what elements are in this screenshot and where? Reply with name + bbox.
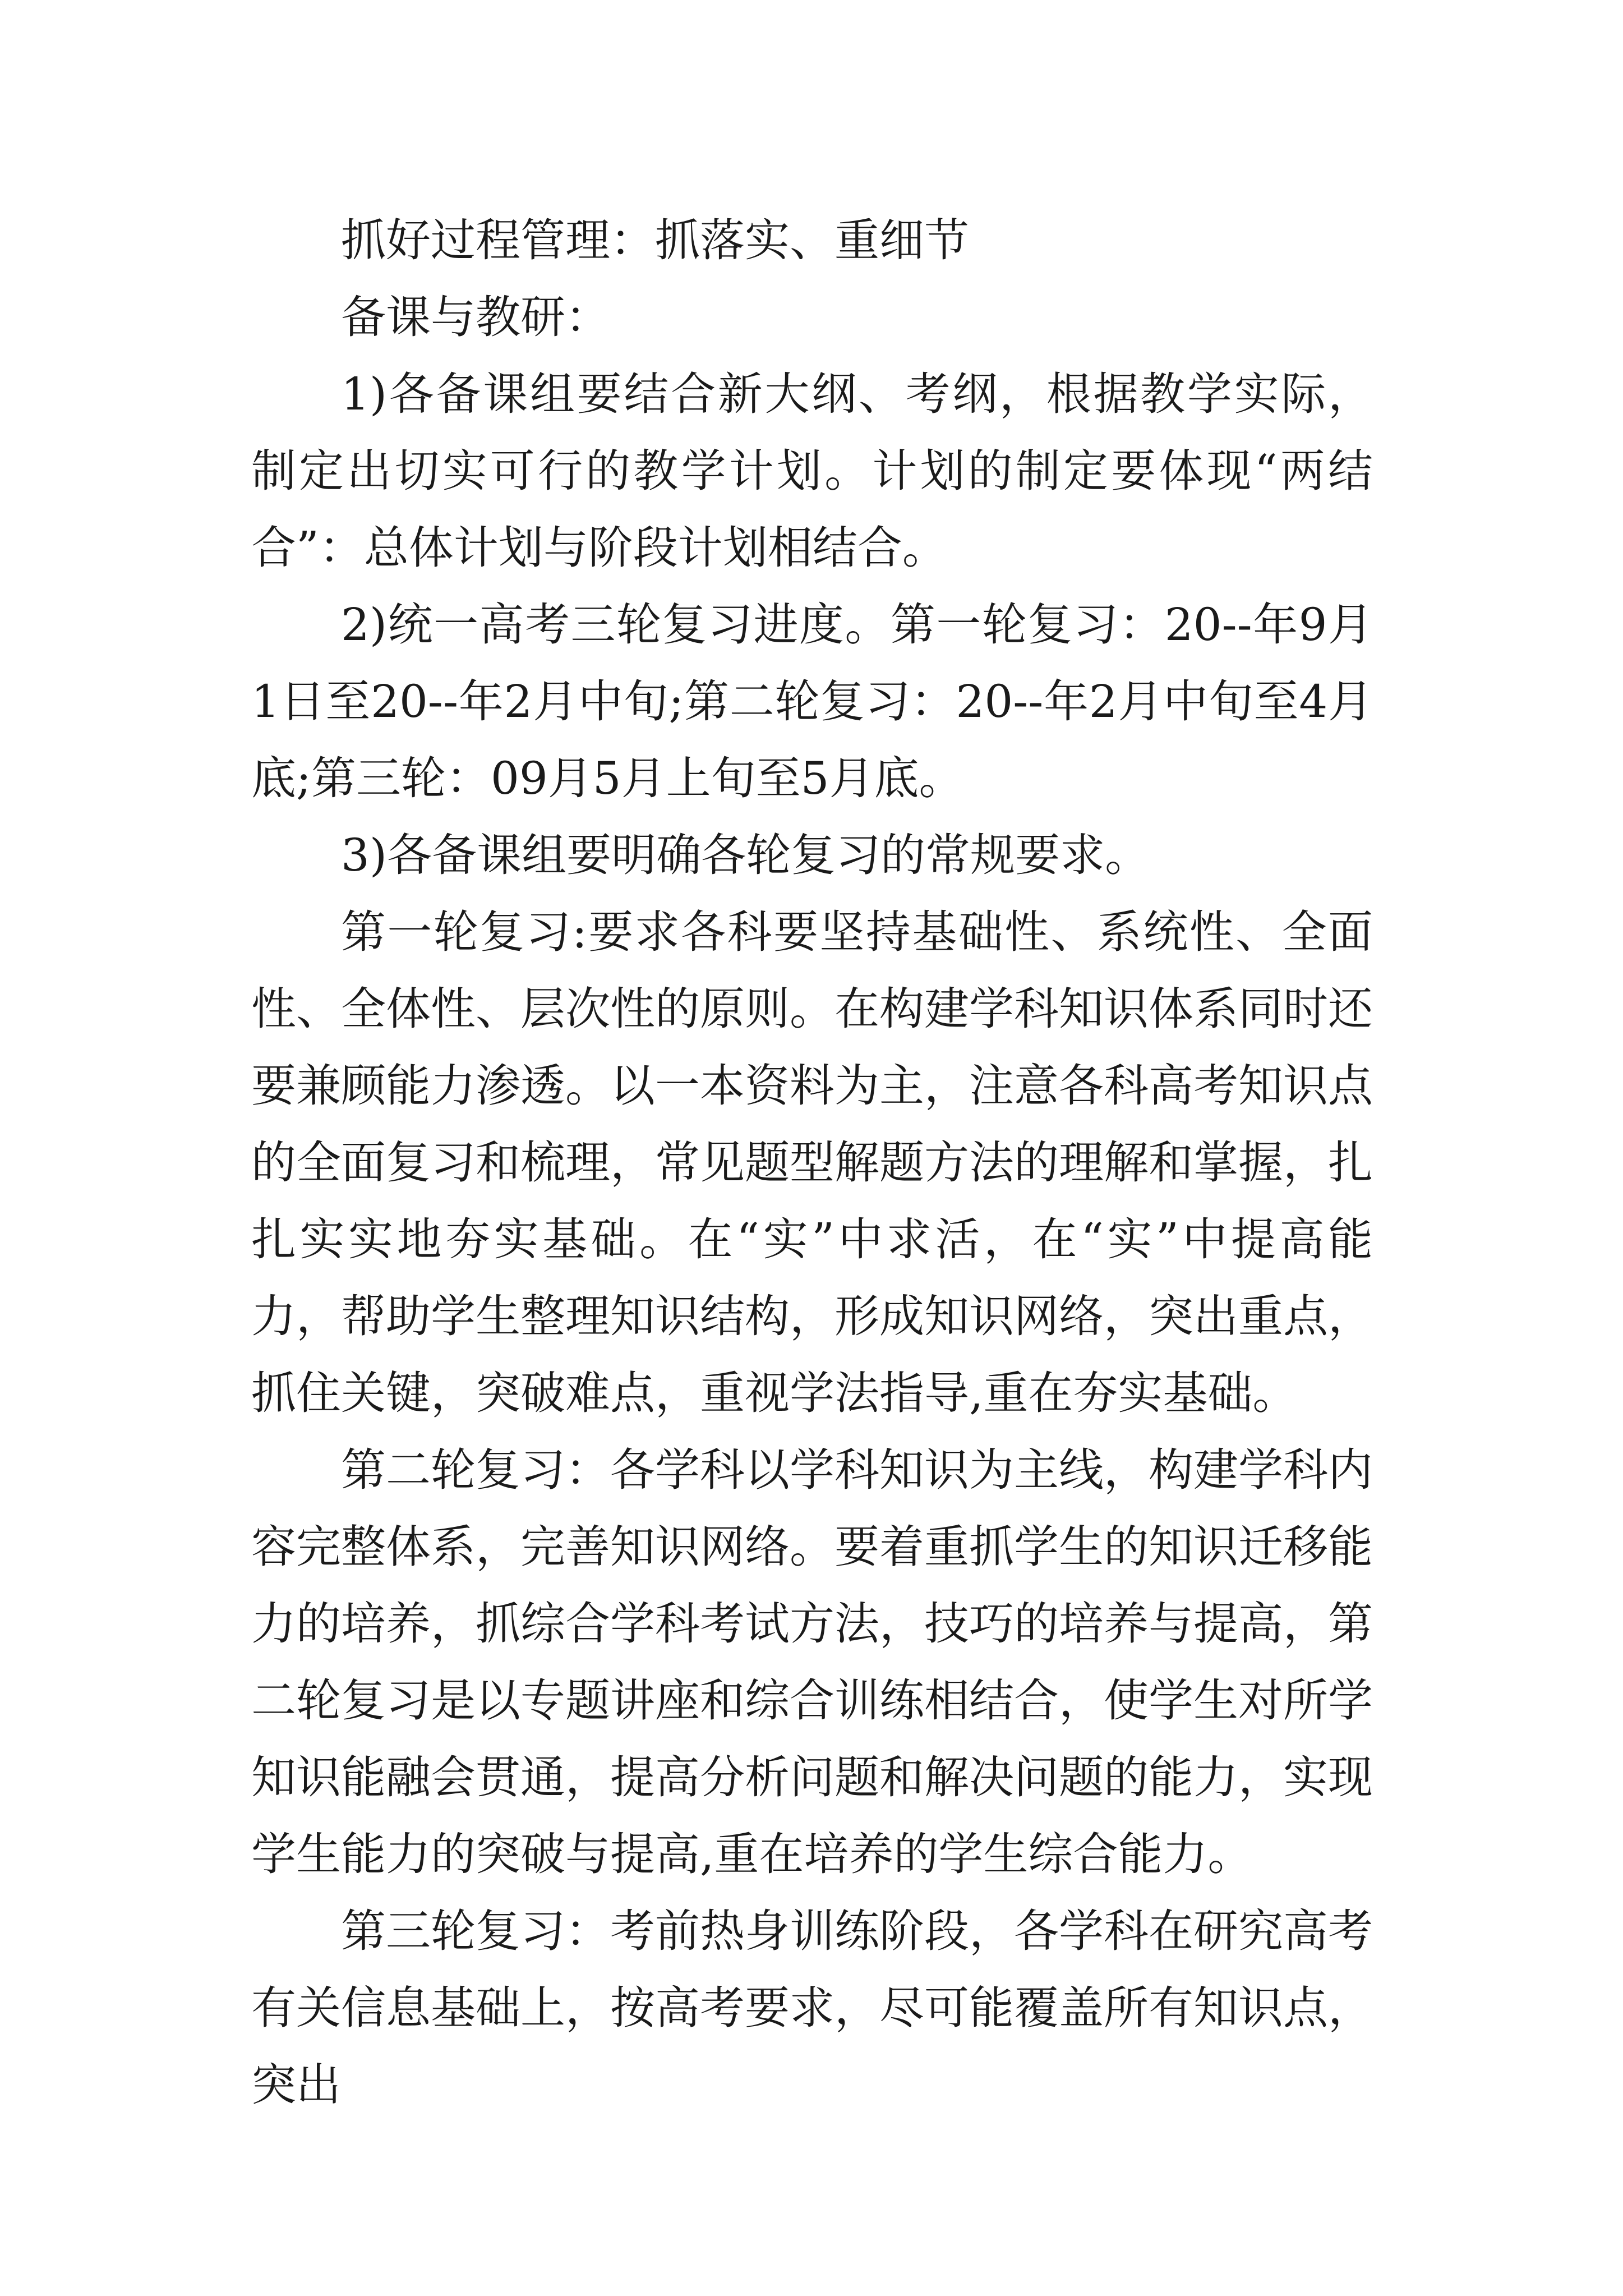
paragraph-second-round: 第二轮复习：各学科以学科知识为主线，构建学科内容完整体系，完善知识网络。要着重抓学生的知识迁移能力的培养，抓综合学科考试方法，技巧的培养与提高，第二轮复习是以专题讲座和综合训练相结合，使学生对所学知识能融会贯通，提高分析问题和解决问题的能力，实现学生能力的突破与提高,重在培养的学生综合能力。	[251, 1444, 1373, 1880]
paragraph-third-round: 第三轮复习：考前热身训练阶段，各学科在研究高考有关信息基础上，按高考要求，尽可能覆盖所有知识点，突出	[251, 1905, 1373, 2111]
section-heading: 抓好过程管理：抓落实、重细节	[341, 214, 969, 266]
paragraph-item-2: 2)统一高考三轮复习进度。第一轮复习：20--年9月1日至20--年2月中旬;第二轮复习：20--年2月中旬至4月底;第三轮：09月5月上旬至5月底。	[251, 599, 1373, 804]
paragraph-item-1: 1)各备课组要结合新大纲、考纲，根据教学实际，制定出切实可行的教学计划。计划的制定要体现“两结合”：总体计划与阶段计划相结合。	[251, 368, 1373, 574]
paragraph-item-3: 3)各备课组要明确各轮复习的常规要求。	[341, 829, 1150, 881]
paragraph-first-round: 第一轮复习:要求各科要坚持基础性、系统性、全面性、全体性、层次性的原则。在构建学科知识体系同时还要兼顾能力渗透。以一本资料为主，注意各科高考知识点的全面复习和梳理，常见题型解题方法的理解和掌握，扎扎实实地夯实基础。在“实”中求活，在“实”中提高能力，帮助学生整理知识结构，形成知识网络，突出重点，抓住关键，突破难点，重视学法指导,重在夯实基础。	[251, 906, 1373, 1419]
document-body	[251, 202, 1373, 2123]
subsection-heading: 备课与教研：	[341, 291, 610, 343]
